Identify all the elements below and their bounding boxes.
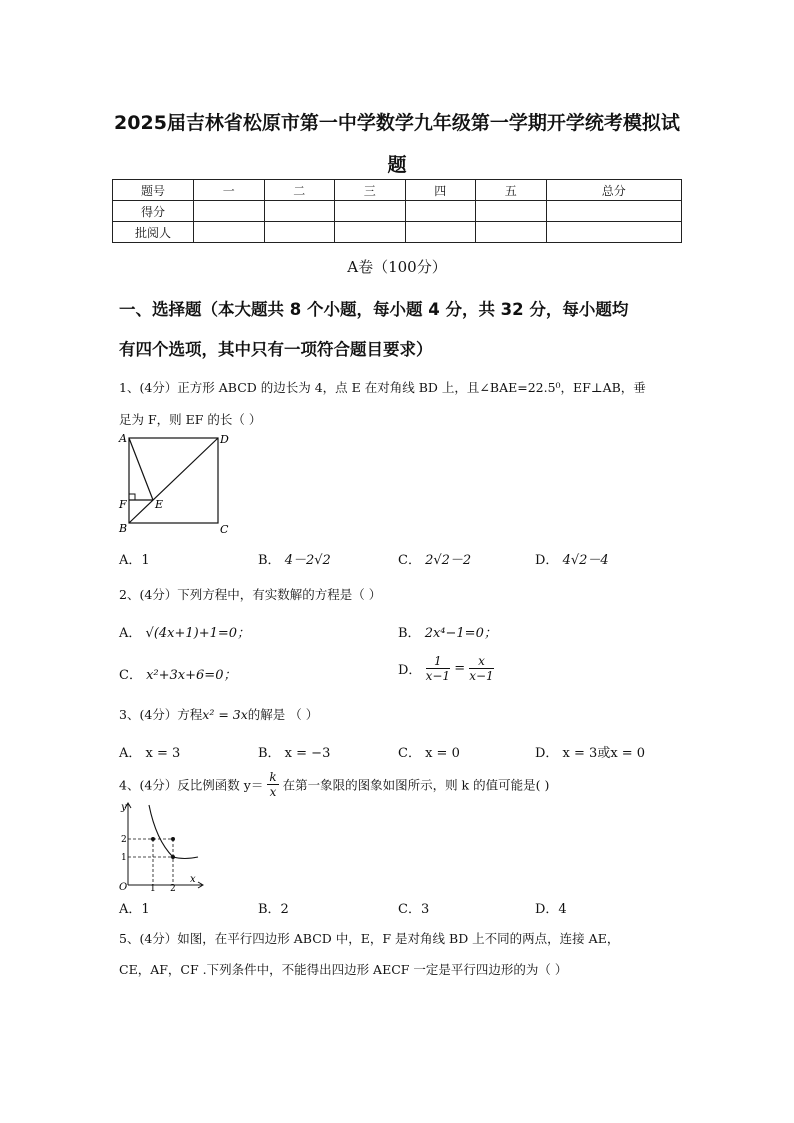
score-table-header: 三 <box>335 180 406 201</box>
q4-option-a: A．1 <box>119 902 150 917</box>
q4-option-b: B．2 <box>258 902 289 917</box>
score-cell <box>546 222 682 243</box>
q3-option-d: D． x = 3或x = 0 <box>535 746 646 761</box>
q1-option-c-label: C． <box>398 553 421 568</box>
axis-label-x: x <box>190 874 196 885</box>
q1-option-c <box>398 549 471 568</box>
score-table <box>112 179 682 243</box>
score-cell <box>335 222 406 243</box>
q3-option-a: A． x = 3 <box>119 746 181 761</box>
q4-option-d: D．4 <box>535 902 567 917</box>
q2-stem: 2、(4分）下列方程中，有实数解的方程是（ ） <box>119 587 382 602</box>
q3-stem-pre: 3、(4分）方程 <box>119 707 203 722</box>
page-title-line1: 2025届吉林省松原市第一中学数学九年级第一学期开学统考模拟试 <box>114 112 680 134</box>
q2-option-b-math: 2x⁴−1=0； <box>424 626 497 641</box>
q1-option-d-label: D． <box>535 553 559 568</box>
fig-label-e: E <box>155 498 164 511</box>
q3-option-c: C． x = 0 <box>398 746 460 761</box>
score-row-label: 批阅人 <box>113 222 194 243</box>
q4-stem-frac <box>267 770 278 799</box>
q2-option-c <box>119 664 236 683</box>
q2-option-c-math: x²+3x+6=0； <box>146 668 237 683</box>
tick-label-y2: 2 <box>121 835 127 845</box>
q1-option-d-math: 4√2－4 <box>562 553 609 568</box>
frac-denominator: x <box>269 785 277 799</box>
score-cell <box>476 222 547 243</box>
fig-label-b: B <box>119 522 128 535</box>
q3-stem-post: 的解是 （ ） <box>247 707 319 722</box>
q2-option-a <box>119 622 250 641</box>
fig-label-f: F <box>119 498 127 511</box>
q1-stem-line1: 1、(4分）正方形 ABCD 的边长为 4，点 E 在对角线 BD 上，且∠BAE=22.5⁰，EF⊥AB，垂 <box>119 380 646 395</box>
fig-label-c: C <box>220 523 229 536</box>
score-table-header: 总分 <box>546 180 682 201</box>
section1-line2: 有四个选项，其中只有一项符合题目要求） <box>119 340 433 359</box>
q1-square-figure <box>116 430 236 538</box>
score-cell <box>405 222 476 243</box>
q3-stem-math: x² = 3x <box>202 707 248 722</box>
q4-stem-post: 在第一象限的图象如图所示，则 k 的值可能是( ) <box>282 777 550 793</box>
page-title-line2: 题 <box>387 154 407 176</box>
score-cell <box>546 201 682 222</box>
score-cell <box>194 201 265 222</box>
q2-option-b <box>398 622 497 641</box>
score-cell <box>405 201 476 222</box>
q1-option-d <box>535 549 609 568</box>
score-table-header: 一 <box>194 180 265 201</box>
score-cell <box>264 201 335 222</box>
tick-label-x1: 1 <box>150 884 156 892</box>
tick-label-y1: 1 <box>121 853 127 863</box>
score-table-header: 二 <box>264 180 335 201</box>
paper-a-heading: A卷（100分） <box>347 258 447 276</box>
score-table-row <box>113 201 682 222</box>
q2-option-c-label: C． <box>119 668 142 683</box>
section1-line1: 一、选择题（本大题共 8 个小题，每小题 4 分，共 32 分，每小题均 <box>119 300 629 319</box>
q4-option-c: C．3 <box>398 902 430 917</box>
q1-option-b-math: 4－2√2 <box>284 553 331 568</box>
origin-label: O <box>119 882 128 892</box>
score-cell <box>264 222 335 243</box>
q1-option-c-math: 2√2－2 <box>425 553 472 568</box>
q1-option-b <box>258 549 331 568</box>
frac-numerator: 1 <box>426 654 450 669</box>
q2-option-d-label: D． <box>398 663 422 678</box>
q1-stem-line2: 足为 F，则 EF 的长（ ） <box>119 412 262 427</box>
q3-stem <box>119 705 318 723</box>
fig-label-a: A <box>119 432 127 445</box>
q1-option-a: A．1 <box>119 553 150 568</box>
score-cell <box>335 201 406 222</box>
q4-graph-figure <box>116 800 208 892</box>
score-table-row <box>113 222 682 243</box>
q4-stem <box>119 770 549 799</box>
q2-option-d-frac2 <box>469 654 493 683</box>
q2-option-a-math: √(4x+1)+1=0； <box>145 626 251 641</box>
frac-numerator: k <box>269 770 277 784</box>
fig-label-d: D <box>220 433 229 446</box>
frac-numerator: x <box>469 654 493 669</box>
score-table-header: 题号 <box>113 180 194 201</box>
q4-stem-pre: 4、(4分）反比例函数 y＝ <box>119 777 264 793</box>
frac-denominator: x−1 <box>469 669 494 683</box>
q5-stem-line1: 5、(4分）如图，在平行四边形 ABCD 中，E，F 是对角线 BD 上不同的两点，连接 AE， <box>119 931 620 946</box>
q2-option-d-frac1 <box>426 654 450 683</box>
q2-option-d: D． $\frac{1}{x-1}$ = $\frac{x}{x-1}$ <box>398 654 494 683</box>
q2-option-a-label: A． <box>119 626 142 641</box>
score-cell <box>476 201 547 222</box>
q1-option-b-label: B． <box>258 553 281 568</box>
q2-option-b-label: B． <box>398 626 421 641</box>
score-cell <box>194 222 265 243</box>
frac-denominator: x−1 <box>425 669 451 683</box>
tick-label-x2: 2 <box>170 884 176 892</box>
q3-option-b: B． x = −3 <box>258 746 331 761</box>
q5-stem-line2: CE，AF，CF .下列条件中，不能得出四边形 AECF 一定是平行四边形的为（ ） <box>119 962 568 977</box>
score-table-header-row <box>113 180 682 201</box>
score-table-header: 四 <box>405 180 476 201</box>
axis-label-y: y <box>121 802 127 813</box>
score-row-label: 得分 <box>113 201 194 222</box>
score-table-header: 五 <box>476 180 547 201</box>
